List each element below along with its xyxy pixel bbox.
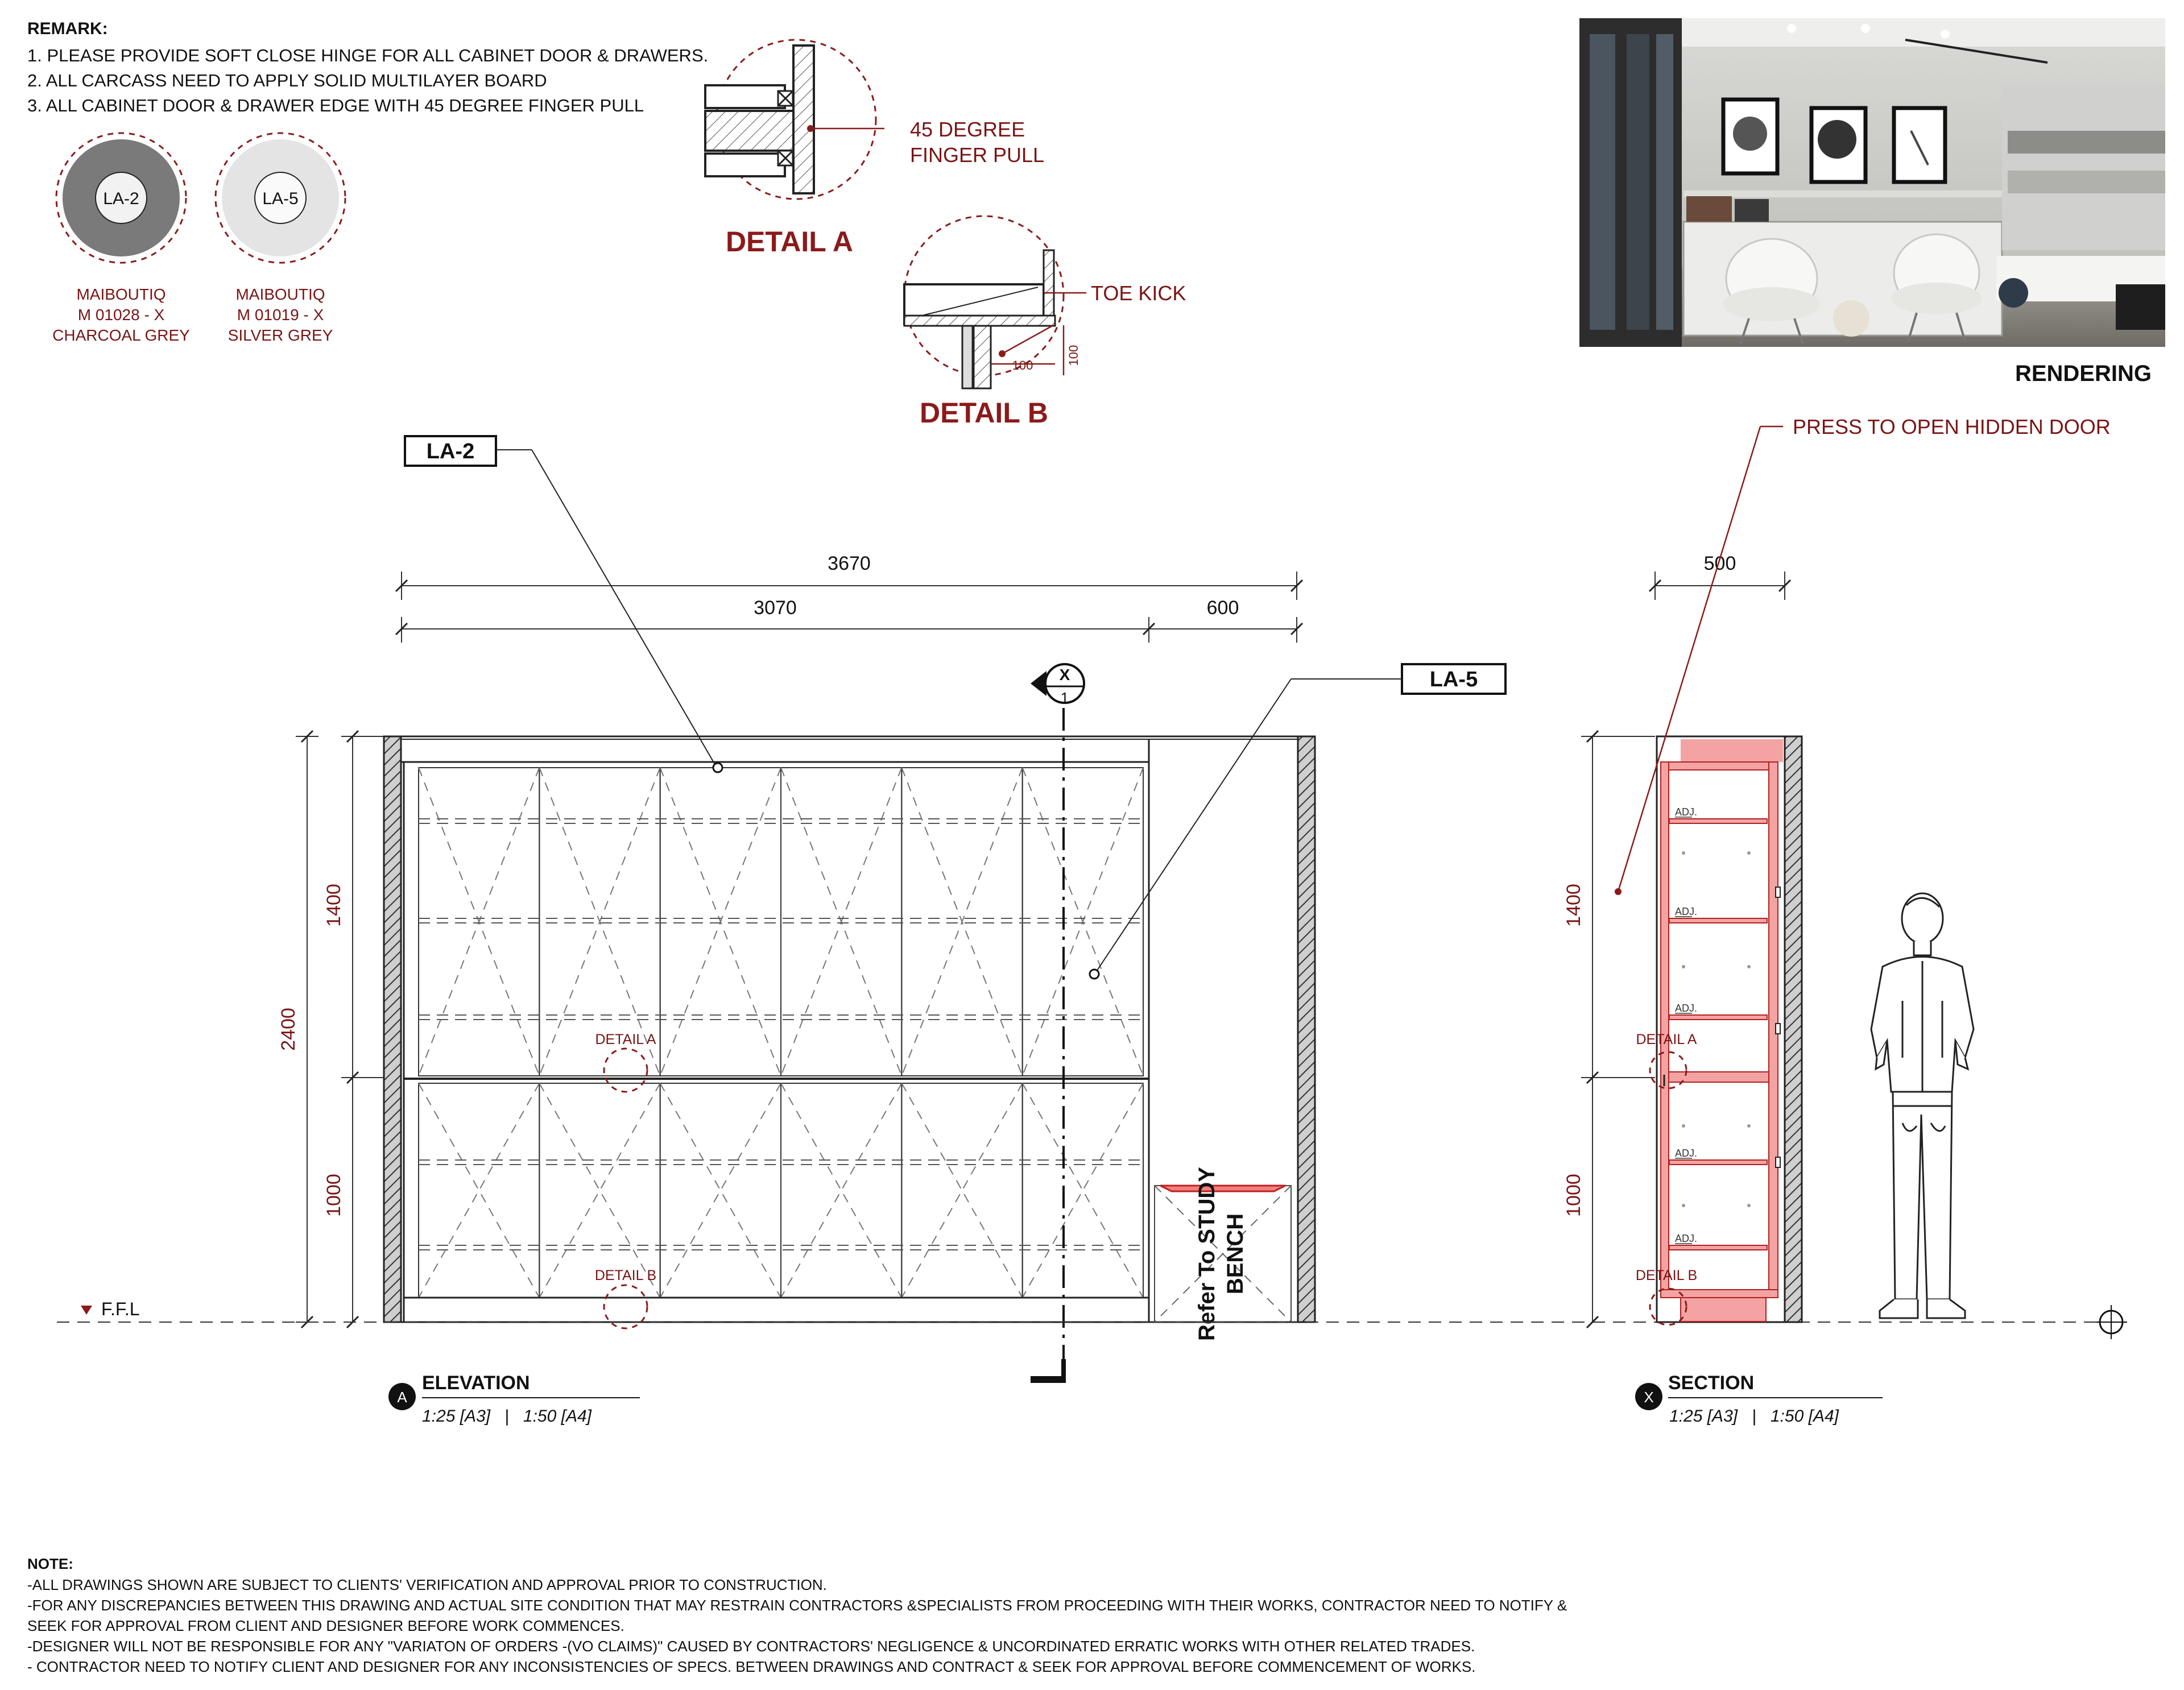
ffl-label: F.F.L bbox=[101, 1299, 140, 1319]
hinge bbox=[1776, 1024, 1780, 1034]
note-line: SEEK FOR APPROVAL FROM CLIENT AND DESIGNER BEFORE WORK COMMENCES. bbox=[27, 1617, 624, 1634]
adj-label: ADJ. bbox=[1675, 1233, 1698, 1244]
ffl-end-marker bbox=[2096, 1305, 2127, 1339]
adj-label: ADJ. bbox=[1675, 806, 1698, 818]
section-marker-number: 1 bbox=[1060, 689, 1069, 706]
section-scale: 1:25 [A3] | 1:50 [A4] bbox=[1669, 1407, 1839, 1426]
detail-b-note: TOE KICK bbox=[1091, 281, 1186, 305]
detail-a-title: DETAIL A bbox=[725, 226, 854, 258]
remark-item: 1. PLEASE PROVIDE SOFT CLOSE HINGE FOR ALL CABINET DOOR & DRAWERS. bbox=[27, 45, 709, 65]
section-callout-b-label: DETAIL B bbox=[1635, 1268, 1698, 1283]
section-dim-1000: 1000 bbox=[1563, 1174, 1585, 1217]
swatch-code-number: M 01019 - X bbox=[237, 306, 324, 324]
adj-label: ADJ. bbox=[1675, 1148, 1698, 1159]
section-drawing bbox=[1563, 415, 2111, 1426]
section-marker bbox=[1031, 664, 1084, 706]
adjustable-shelf bbox=[1669, 1245, 1767, 1250]
section-badge: X bbox=[1644, 1389, 1654, 1406]
dim-3670: 3670 bbox=[828, 553, 871, 574]
dim-500: 500 bbox=[1703, 553, 1736, 574]
section-height-dims bbox=[1563, 731, 1655, 1328]
adj-label: ADJ. bbox=[1675, 1003, 1698, 1014]
swatch-name: CHARCOAL GREY bbox=[52, 326, 190, 344]
dimension-split bbox=[396, 597, 1302, 643]
tag-la2-text: LA-2 bbox=[426, 440, 475, 463]
wall-left bbox=[384, 736, 401, 1322]
swatch-code-number: M 01028 - X bbox=[77, 306, 165, 324]
swatch-code: LA-2 bbox=[103, 189, 139, 208]
adjustable-shelf bbox=[1669, 1160, 1767, 1165]
section-cut-line bbox=[1031, 708, 1065, 1383]
detail-b-dim: 100 bbox=[1012, 358, 1033, 372]
detail-b-dim: 100 bbox=[1066, 345, 1081, 366]
shelf-pin bbox=[1682, 1124, 1685, 1128]
elevation-drawing bbox=[81, 436, 1505, 1426]
section-callout-a-label: DETAIL A bbox=[1636, 1032, 1697, 1047]
detail-a-note: 45 DEGREE bbox=[910, 118, 1025, 141]
cabinet-frame bbox=[402, 736, 1298, 1322]
wall-right bbox=[1298, 736, 1315, 1322]
dim-3070: 3070 bbox=[754, 597, 797, 619]
remark-title: REMARK: bbox=[27, 19, 108, 38]
section-wall bbox=[1785, 736, 1802, 1322]
material-swatch-la5 bbox=[216, 133, 345, 344]
elevation-badge: A bbox=[397, 1389, 407, 1406]
press-open-label: PRESS TO OPEN HIDDEN DOOR bbox=[1793, 415, 2111, 438]
dimension-height bbox=[278, 731, 387, 1328]
dim-1000: 1000 bbox=[323, 1174, 345, 1217]
callout-detail-a-label: DETAIL A bbox=[595, 1032, 656, 1047]
detail-b-title: DETAIL B bbox=[920, 397, 1048, 429]
dimension-total bbox=[396, 553, 1302, 600]
ffl-marker bbox=[81, 1299, 140, 1319]
material-swatch-la2 bbox=[52, 133, 190, 344]
shelf-pin bbox=[1747, 851, 1751, 855]
adjustable-shelf bbox=[1669, 819, 1767, 823]
hinge bbox=[1776, 1157, 1780, 1167]
shelf-pin bbox=[1682, 1204, 1685, 1207]
shelf-pin bbox=[1682, 965, 1685, 968]
remark-item: 2. ALL CARCASS NEED TO APPLY SOLID MULTILAYER BOARD bbox=[27, 71, 547, 90]
note-line: -DESIGNER WILL NOT BE RESPONSIBLE FOR ANY "VARIATON OF ORDERS -(VO CLAIMS)" CAUSED BY CONTRACTORS' NEGLIGENCE & UNCORDINATED ERRATIC WORKS WITH OTHER RELATED TRADES. bbox=[27, 1638, 1475, 1655]
callout-detail-b-label: DETAIL B bbox=[594, 1268, 657, 1283]
section-dim-1400: 1400 bbox=[1563, 884, 1585, 927]
tag-la2 bbox=[405, 436, 722, 772]
swatch-name: SILVER GREY bbox=[228, 326, 333, 344]
tag-la5-text: LA-5 bbox=[1429, 668, 1478, 691]
detail-a bbox=[705, 40, 1044, 258]
note-title: NOTE: bbox=[27, 1555, 73, 1572]
hinge bbox=[1776, 887, 1780, 897]
dim-600: 600 bbox=[1206, 597, 1239, 619]
dim-2400: 2400 bbox=[278, 1008, 299, 1051]
study-bench bbox=[1155, 1167, 1291, 1341]
note-line: -FOR ANY DISCREPANCIES BETWEEN THIS DRAWING AND ACTUAL SITE CONDITION THAT MAY RESTRAIN CONTRACTORS &SPECIALISTS FROM PROCEEDING WITH THEIR WORKS, CONTRACTOR NEED TO NOTIFY & bbox=[27, 1597, 1567, 1614]
note-block bbox=[27, 1555, 1567, 1675]
elevation-title-block bbox=[388, 1372, 640, 1426]
adjustable-shelf bbox=[1669, 918, 1767, 923]
section-cabinet bbox=[1657, 736, 1785, 1322]
section-marker-letter: X bbox=[1059, 666, 1070, 684]
swatch-code: LA-5 bbox=[262, 189, 299, 208]
detail-b bbox=[904, 216, 1186, 429]
shelf-pin bbox=[1747, 965, 1751, 968]
shelf-pin bbox=[1747, 1204, 1751, 1207]
section-title: SECTION bbox=[1668, 1372, 1755, 1394]
detail-a-note: FINGER PULL bbox=[910, 143, 1045, 167]
elevation-title: ELEVATION bbox=[422, 1372, 530, 1394]
rendering-label: RENDERING bbox=[2015, 361, 2152, 386]
section-title-block bbox=[1635, 1372, 1883, 1426]
swatch-brand: MAIBOUTIQ bbox=[235, 285, 325, 303]
human-figure bbox=[1871, 893, 1974, 1318]
note-line: - CONTRACTOR NEED TO NOTIFY CLIENT AND DESIGNER FOR ANY INCONSISTENCIES OF SPECS. BETWEEN DRAWINGS AND CONTRACT & SEEK FOR APPROVAL BEFORE COMMENCEMENT OF WORKS. bbox=[27, 1658, 1476, 1675]
elevation-scale: 1:25 [A3] | 1:50 [A4] bbox=[422, 1407, 592, 1426]
cabinet-doors bbox=[404, 768, 1149, 1298]
adjustable-shelf bbox=[1669, 1015, 1767, 1020]
note-line: -ALL DRAWINGS SHOWN ARE SUBJECT TO CLIENTS' VERIFICATION AND APPROVAL PRIOR TO CONSTRUCTION. bbox=[27, 1576, 827, 1593]
dim-1400: 1400 bbox=[323, 884, 345, 927]
remark-item: 3. ALL CABINET DOOR & DRAWER EDGE WITH 45 DEGREE FINGER PULL bbox=[27, 96, 644, 115]
bench-label: BENCH bbox=[1223, 1213, 1248, 1295]
rendering-image bbox=[1579, 18, 2165, 386]
remark-block bbox=[27, 19, 708, 115]
bench-label: Refer To STUDY bbox=[1194, 1167, 1219, 1341]
shelf-pin bbox=[1747, 1124, 1751, 1128]
swatch-brand: MAIBOUTIQ bbox=[76, 285, 166, 303]
adj-label: ADJ. bbox=[1675, 906, 1698, 917]
shelf-pin bbox=[1682, 851, 1685, 855]
